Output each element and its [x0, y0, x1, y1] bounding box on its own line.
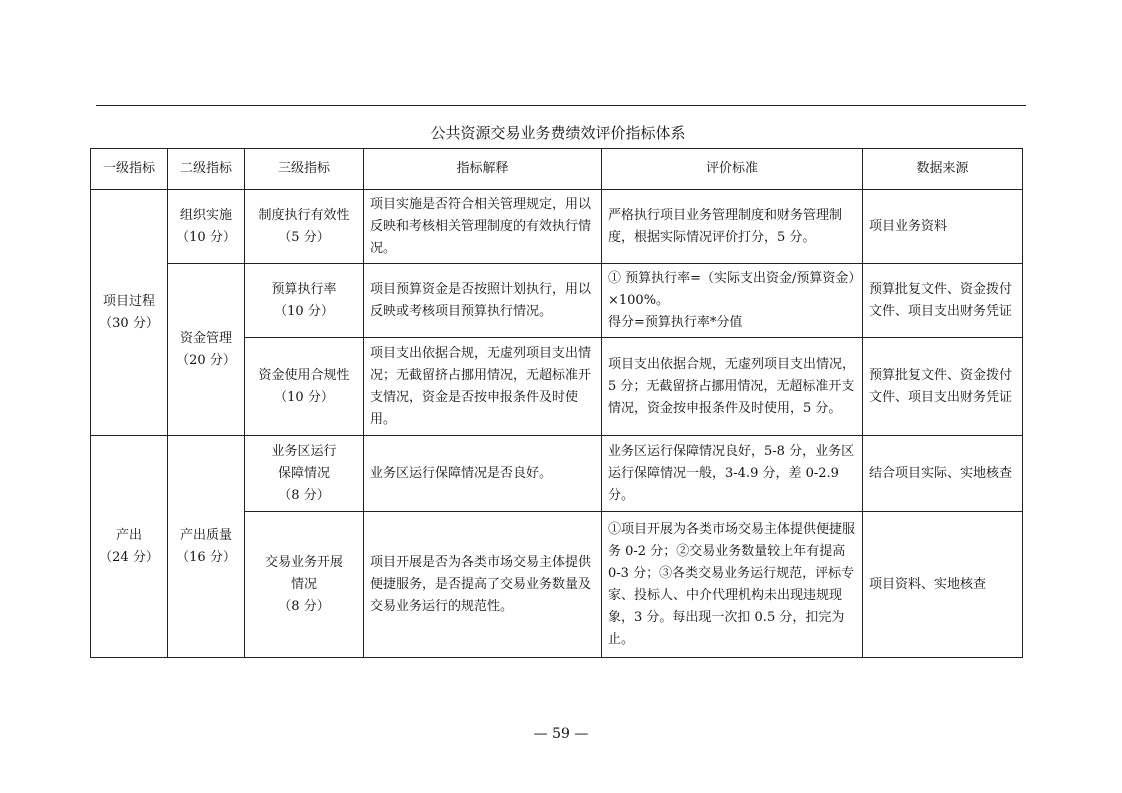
standard-text: 得分=预算执行率*分值	[608, 314, 743, 330]
page-number: — 59 —	[533, 726, 589, 742]
source-cell: 预算批复文件、资金拨付文件、项目支出财务凭证	[863, 264, 1023, 338]
level3-score: （8 分）	[278, 598, 330, 614]
header-rule	[96, 105, 1026, 106]
level3-cell	[245, 512, 364, 658]
level1-cell	[91, 190, 168, 436]
standard-cell	[602, 190, 863, 264]
standard-text: 业务区运行保障情况良好，5-8 分，业务区运行保障情况一般，3-4.9 分，差 0-2.9 分。	[608, 443, 855, 503]
header-cell: 数据来源	[863, 149, 1023, 190]
standard-text: ①项目开展为各类市场交易主体提供便捷服务 0-2 分；②交易业务数量较上年有提高 0-3 分；③各类交易业务运行规范，评标专家、投标人、中介代理机构未出现违规现象，3 分。每出现一次扣 0.5 分，扣完为止。	[608, 521, 856, 647]
explanation-cell: 业务区运行保障情况是否良好。	[364, 436, 602, 512]
level3-cell	[245, 190, 364, 264]
level2-name: 组织实施	[179, 207, 232, 223]
level3-score: （10 分）	[274, 303, 334, 319]
level3-cell	[245, 338, 364, 436]
table-row	[91, 436, 1023, 512]
level3-name: 资金使用合规性	[258, 367, 350, 383]
level2-name: 产出质量	[179, 527, 232, 543]
standard-cell	[602, 338, 863, 436]
header-cell: 评价标准	[602, 149, 863, 190]
table-row	[91, 264, 1023, 338]
level3-name: 预算执行率	[271, 281, 337, 297]
indicator-table	[90, 148, 1023, 658]
level1-name: 项目过程	[102, 293, 155, 309]
source-cell: 预算批复文件、资金拨付文件、项目支出财务凭证	[863, 338, 1023, 436]
source-cell: 结合项目实际、实地核查	[863, 436, 1023, 512]
source-cell: 项目业务资料	[863, 190, 1023, 264]
level2-score: （20 分）	[176, 352, 236, 368]
level3-name: 业务区运行	[271, 443, 337, 459]
explanation-cell: 项目实施是否符合相关管理规定，用以反映和考核相关管理制度的有效执行情况。	[364, 190, 602, 264]
standard-cell	[602, 264, 863, 338]
level1-cell	[91, 436, 168, 658]
standard-text: ① 预算执行率=（实际支出资金/预算资金）×100%。	[608, 270, 855, 308]
level2-cell	[168, 190, 245, 264]
explanation-cell: 项目开展是否为各类市场交易主体提供便捷服务，是否提高了交易业务数量及交易业务运行的规范性。	[364, 512, 602, 658]
level2-name: 资金管理	[179, 330, 232, 346]
level2-score: （16 分）	[176, 549, 236, 565]
level3-score: （8 分）	[278, 487, 330, 503]
level3-name: 保障情况	[277, 465, 330, 481]
table-header-row	[91, 149, 1023, 190]
header-cell: 三级指标	[245, 149, 364, 190]
level3-name: 制度执行有效性	[258, 207, 350, 223]
level2-cell	[168, 436, 245, 658]
level3-name: 交易业务开展	[264, 554, 343, 570]
header-cell: 一级指标	[91, 149, 168, 190]
explanation-cell: 项目支出依据合规，无虚列项目支出情况；无截留挤占挪用情况，无超标准开支情况，资金是否按申报条件及时使用。	[364, 338, 602, 436]
level3-cell	[245, 264, 364, 338]
document-title: 公共资源交易业务费绩效评价指标体系	[430, 124, 686, 142]
level1-score: （30 分）	[99, 315, 159, 331]
standard-cell	[602, 512, 863, 658]
explanation-cell: 项目预算资金是否按照计划执行，用以反映或考核项目预算执行情况。	[364, 264, 602, 338]
level1-name: 产出	[115, 527, 142, 543]
level3-cell	[245, 436, 364, 512]
level3-score: （10 分）	[274, 389, 334, 405]
header-cell: 指标解释	[364, 149, 602, 190]
level2-score: （10 分）	[176, 229, 236, 245]
level3-name: 情况	[290, 576, 317, 592]
standard-text: 严格执行项目业务管理制度和财务管理制度，根据实际情况评价打分，5 分。	[608, 207, 843, 245]
level2-cell	[168, 264, 245, 436]
standard-text: 项目支出依据合规，无虚列项目支出情况，5 分；无截留挤占挪用情况，无超标准开支情况，资金按申报条件及时使用，5 分。	[608, 356, 856, 416]
standard-cell	[602, 436, 863, 512]
table-row	[91, 190, 1023, 264]
header-cell: 二级指标	[168, 149, 245, 190]
level1-score: （24 分）	[99, 549, 159, 565]
level3-score: （5 分）	[278, 229, 330, 245]
source-cell: 项目资料、实地核查	[863, 512, 1023, 658]
